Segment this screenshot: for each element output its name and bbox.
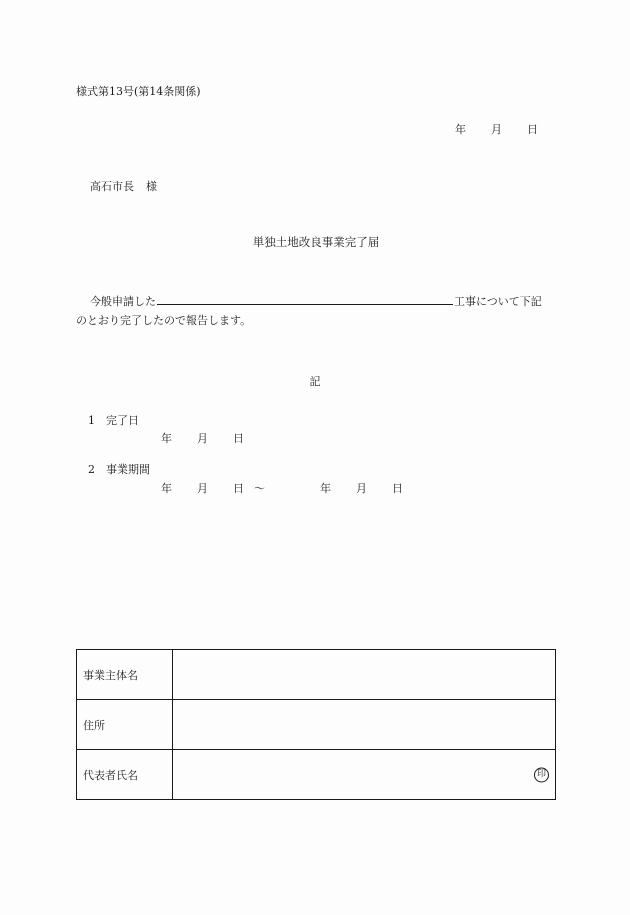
- table-row: [77, 700, 556, 750]
- ki-heading: 記: [309, 375, 321, 388]
- item-completion-date-title: [88, 415, 139, 426]
- body-suffix: 工事について下記: [454, 295, 542, 308]
- period-end-year: 年: [320, 482, 331, 495]
- business-entity-table: [76, 649, 556, 800]
- body-line-2: のとおり完了したので報告します。: [76, 314, 252, 327]
- body-line-1: [90, 293, 542, 307]
- completion-month: 月: [197, 432, 208, 445]
- submission-date: [455, 124, 538, 135]
- seal-mark: 印: [534, 767, 549, 782]
- period-end-month: 月: [356, 482, 367, 495]
- representative-name-label: 代表者氏名: [77, 750, 173, 800]
- addressee-honorific: 様: [146, 180, 157, 193]
- period-tilde: 〜: [254, 482, 265, 495]
- entity-name-field[interactable]: [173, 650, 556, 700]
- document-title: 単独土地改良事業完了届: [252, 235, 380, 249]
- table-row: [77, 650, 556, 700]
- item-project-period-title: [88, 464, 150, 475]
- period-start-year: 年: [161, 482, 172, 495]
- period-end-day: 日: [392, 482, 403, 495]
- entity-name-label: 事業主体名: [77, 650, 173, 700]
- item-label: 事業期間: [106, 463, 150, 476]
- item-label: 完了日: [106, 414, 139, 427]
- completion-date: [161, 433, 244, 444]
- body-prefix: 今般申請した: [90, 295, 156, 308]
- construction-name-blank: [157, 293, 453, 305]
- completion-year: 年: [161, 432, 172, 445]
- date-month-label: 月: [491, 123, 502, 136]
- item-number: 1: [88, 414, 95, 427]
- address-label: 住所: [77, 700, 173, 750]
- addressee-name: 高石市長: [90, 180, 134, 193]
- representative-name-field[interactable]: [173, 750, 556, 800]
- date-year-label: 年: [455, 123, 466, 136]
- form-number: 様式第13号(第14条関係): [76, 85, 201, 98]
- completion-day: 日: [233, 432, 244, 445]
- project-period: [161, 483, 403, 494]
- period-start-month: 月: [197, 482, 208, 495]
- address-field[interactable]: [173, 700, 556, 750]
- date-day-label: 日: [527, 123, 538, 136]
- item-number: 2: [88, 463, 95, 476]
- table-row: [77, 750, 556, 800]
- addressee: [90, 181, 157, 192]
- period-start-day: 日: [233, 482, 244, 495]
